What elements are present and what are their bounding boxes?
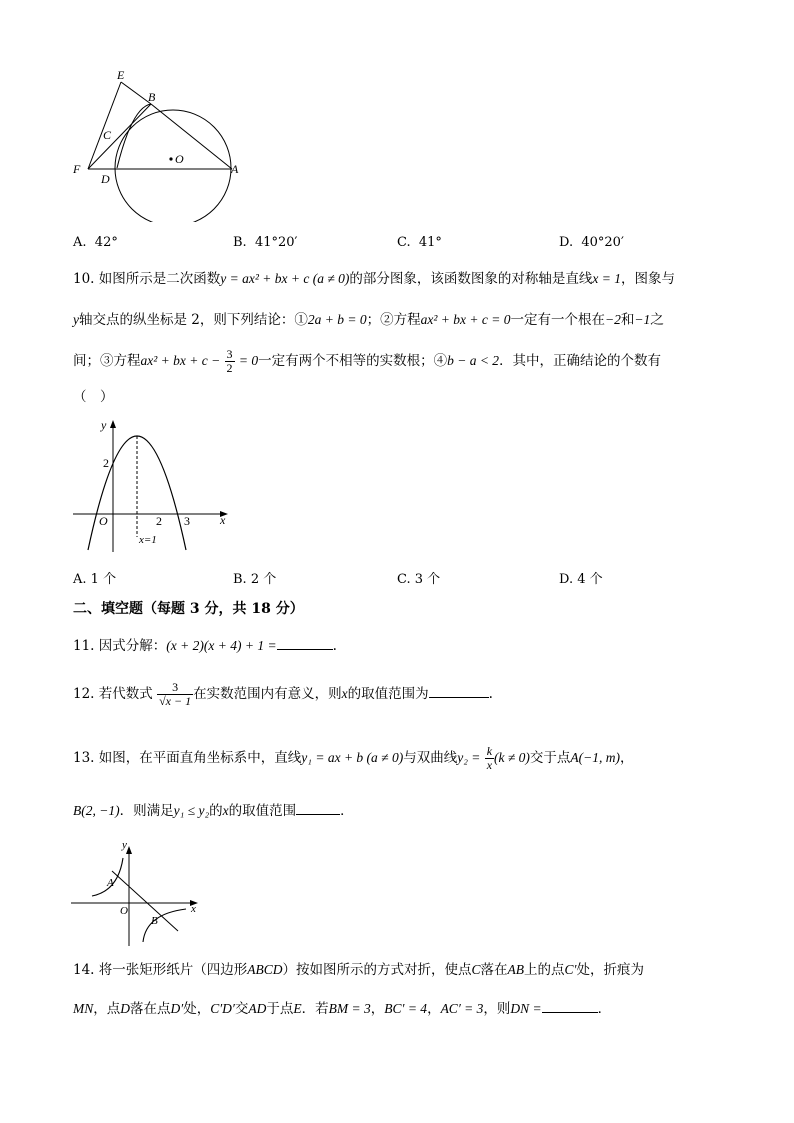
q11-answer-blank[interactable] (277, 637, 333, 650)
q13-hyperbola-right (143, 909, 186, 942)
svg-text:B: B (151, 915, 158, 927)
q10-fraction: $\frac{3}{2}$ (226, 347, 233, 375)
q10-option-b[interactable]: B. 2 个 (233, 572, 277, 587)
q13-fraction: $\frac{k}{x}$ (486, 744, 493, 772)
svg-text:O: O (99, 514, 108, 528)
q9-label-B: B (148, 90, 156, 104)
q13-graph (68, 838, 208, 950)
q12-answer-blank[interactable] (429, 685, 489, 698)
q9-center-dot (169, 157, 172, 160)
q10-option-c[interactable]: C. 3 个 (397, 572, 441, 587)
q9-option-a[interactable]: A. 42° (73, 235, 118, 250)
q11: 11. 因式分解：(x + 2)(x + 4) + 1 = . (73, 638, 337, 654)
q10-line-3: 间；③方程ax² + bx + c − $\frac{3}{2}$ = 0一定有两个不相等的实数根；④b − a < 2．其中，正确结论的个数有 (73, 347, 662, 375)
q9-label-D: D (101, 172, 110, 186)
q13-line-2: B(2, −1)．则满足y₁ ≤ y₂的x的取值范围 ． (73, 803, 354, 819)
svg-text:x=1: x=1 (139, 534, 157, 546)
q9-label-F: F (73, 162, 81, 176)
q9-label-A: A (231, 162, 239, 176)
q10-answer-paren: （ ） (73, 389, 114, 405)
q10-number: 10. (73, 271, 95, 287)
q13-line-1: 13. 如图，在平面直角坐标系中，直线y₁ = ax + b (a ≠ 0)与双曲线y₂ = $\frac{k}{x}$ (k ≠ 0)交于点A(−1, m)， (73, 744, 634, 772)
svg-text:2: 2 (156, 514, 162, 528)
q10-graph (70, 414, 235, 559)
q9-figure (60, 62, 260, 222)
q10-line-1: 10. 如图所示是二次函数y = ax² + bx + c (a ≠ 0)的部分图象，该函数图象的对称轴是直线x = 1，图象与 (73, 271, 676, 287)
q13-answer-blank[interactable] (296, 802, 340, 815)
q14-answer-blank[interactable] (542, 1000, 598, 1013)
svg-text:O: O (120, 905, 128, 917)
q9-label-O: O (175, 152, 184, 166)
q9-option-b[interactable]: B. 41°20′ (233, 235, 298, 250)
q9-label-E: E (117, 68, 125, 82)
q10-line-2: y轴交点的纵坐标是 2，则下列结论：①2a + b = 0；②方程ax² + bx + c = 0一定有一个根在−2和−1之 (73, 312, 664, 328)
q10-option-a[interactable]: A. 1 个 (73, 572, 117, 587)
svg-text:3: 3 (184, 514, 190, 528)
svg-text:A: A (107, 877, 114, 889)
svg-text:x: x (220, 513, 226, 527)
q9-option-d[interactable]: D. 40°20′ (559, 235, 624, 250)
svg-text:x: x (191, 903, 196, 915)
q10-option-d[interactable]: D. 4 个 (559, 572, 603, 587)
svg-text:2: 2 (103, 456, 109, 470)
q9-option-c[interactable]: C. 41° (397, 235, 442, 250)
q12-fraction: $\frac{3}{√x - 1}$ (159, 680, 192, 708)
svg-text:y: y (101, 418, 107, 432)
section-title: 二、填空题（每题 3 分，共 18 分） (73, 601, 304, 617)
q9-circle (115, 110, 231, 222)
q12: 12. 若代数式 $\frac{3}{√x - 1}$ 在实数范围内有意义，则x的取值范围为 . (73, 680, 493, 708)
q14-line-1: 14. 将一张矩形纸片（四边形ABCD）按如图所示的方式对折，使点C落在AB上的点C′处，折痕为 (73, 962, 645, 978)
q14-line-2: MN，点D落在点D′处，C′D′交AD于点E．若BM = 3，BC′ = 4，AC′ = 3，则DN = ． (73, 1001, 612, 1017)
q13-line (112, 871, 178, 931)
svg-text:y: y (122, 839, 127, 851)
q9-label-C: C (103, 128, 112, 142)
